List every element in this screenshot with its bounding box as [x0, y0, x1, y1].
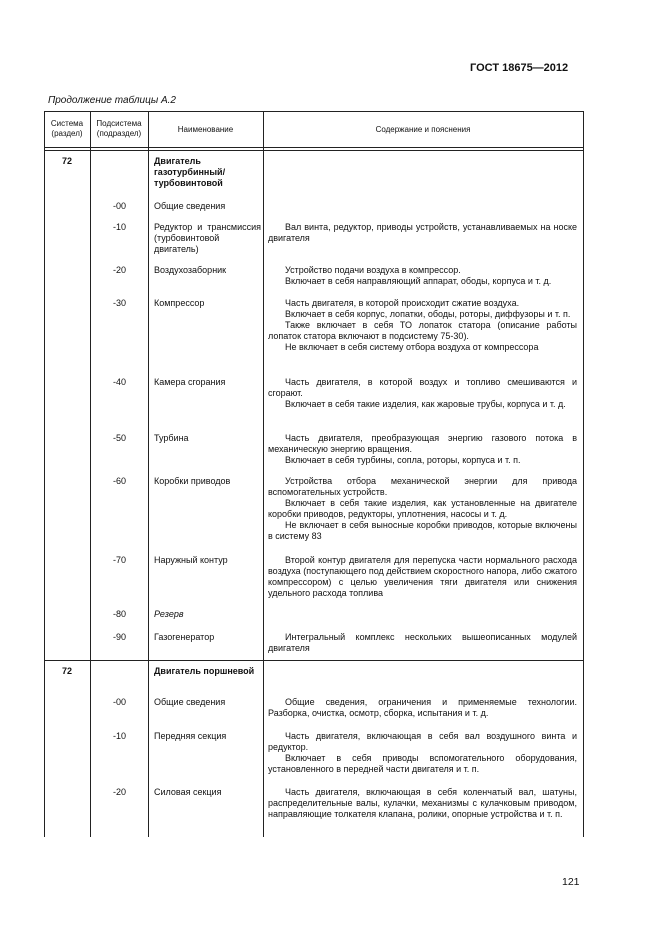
header-name: Наименование [177, 125, 234, 134]
document-code: ГОСТ 18675—2012 [470, 62, 569, 74]
subsystem-content: Второй контур двигателя для перепуска части нормального расхода воздуха (поступающего под действием скоростного напора, либо сжатого компрессором) с целью увеличения тяги двигателя или снижения удельного расхода топлива [268, 555, 577, 598]
subsystem-name: Компрессор [154, 298, 205, 308]
subsystem-name: Общие сведения [154, 201, 226, 211]
header-bottom-rule [44, 147, 583, 148]
subsystem-code: -80 [112, 609, 126, 619]
system-code: 72 [61, 156, 72, 166]
subsystem-name: Редуктор и трансмиссия (турбовинтовой двигатель) [154, 222, 261, 254]
subsystem-name: Воздухозаборник [154, 265, 227, 275]
subsystem-code: -20 [112, 787, 126, 797]
subsystem-content: Часть двигателя, преобразующая энергию газового потока в механическую энергию вращения. Включает в себя турбины, сопла, роторы, корпуса и т. п. [268, 433, 577, 465]
subsystem-code: -00 [112, 697, 126, 707]
subsystem-name: Наружный контур [154, 555, 228, 565]
subsystem-name: Передняя секция [154, 731, 227, 741]
subsystem-code: -10 [112, 731, 126, 741]
col-border-1 [90, 111, 91, 837]
table-caption: Продолжение таблицы А.2 [48, 95, 176, 106]
subsystem-code: -00 [112, 201, 126, 211]
section-title: Двигатель поршневой [154, 666, 255, 676]
subsystem-code: -30 [112, 298, 126, 308]
subsystem-name: Газогенератор [154, 632, 215, 642]
subsystem-code: -90 [112, 632, 126, 642]
subsystem-code: -60 [112, 476, 126, 486]
subsystem-name: Силовая секция [154, 787, 222, 797]
subsystem-content: Устройства отбора механической энергии для привода вспомогательных устройств. Включает в себя такие изделия, как установленные на двигателе коробки приводов, редукторы, уплотнения, насосы и т. д. Не включает в себя выносные коробки приводов, которые включены в систему 83 [268, 476, 577, 541]
system-code: 72 [61, 666, 72, 676]
subsystem-content: Общие сведения, ограничения и применяемые технологии. Разборка, очистка, осмотр, сборка, испытания и т. д. [268, 697, 577, 718]
table-top-rule [44, 111, 583, 112]
subsystem-code: -50 [112, 433, 126, 443]
header-system: Система (раздел) [50, 119, 84, 138]
subsystem-content: Устройство подачи воздуха в компрессор. Включает в себя направляющий аппарат, ободы, корпуса и т. д. [285, 265, 552, 286]
header-subsystem: Подсистема (подраздел) [96, 119, 142, 138]
subsystem-content: Часть двигателя, включающая в себя вал воздушного винта и редуктор. Включает в себя приводы вспомогательного оборудования, установленного в передней части двигателя и т. п. [268, 731, 577, 774]
subsystem-name: Резерв [154, 609, 184, 619]
subsystem-name: Турбина [154, 433, 189, 443]
page-number: 121 [562, 876, 580, 888]
subsystem-name: Камера сгорания [154, 377, 226, 387]
subsystem-code: -40 [112, 377, 126, 387]
subsystem-name: Общие сведения [154, 697, 226, 707]
subsystem-code: -70 [112, 555, 126, 565]
col-border-3 [263, 111, 264, 837]
subsystem-content: Интегральный комплекс нескольких вышеописанных модулей двигателя [268, 632, 577, 653]
subsystem-content: Часть двигателя, в которой происходит сжатие воздуха. Включает в себя корпус, лопатки, ободы, роторы, диффузоры и т. п. Также включает в себя ТО лопаток статора (описание работы лопаток статора включают в подсистему 75-30). Не включает в себя систему отбора воздуха от компрессора [268, 298, 577, 352]
section-divider [44, 660, 583, 661]
header-content: Содержание и пояснения [375, 125, 471, 134]
subsystem-content: Часть двигателя, в которой воздух и топливо смешиваются и сгорают. Включает в себя такие изделия, как жаровые трубы, корпуса и т. д. [268, 377, 577, 409]
subsystem-code: -20 [112, 265, 126, 275]
section-title: Двигатель газотурбинный/турбовинтовой [154, 156, 226, 188]
col-border-2 [148, 111, 149, 837]
subsystem-content: Часть двигателя, включающая в себя коленчатый вал, шатуны, распределительные валы, кулачки, механизмы с кулачковым приводом, направляющие толкателя клапана, ролики, опорные устройства и т. п. [268, 787, 577, 819]
header-bottom-rule-2 [44, 150, 583, 151]
col-border-left [44, 111, 45, 837]
subsystem-name: Коробки приводов [154, 476, 231, 486]
subsystem-code: -10 [112, 222, 126, 232]
col-border-right [583, 111, 584, 837]
subsystem-content: Вал винта, редуктор, приводы устройств, устанавливаемых на носке двигателя [268, 222, 577, 243]
